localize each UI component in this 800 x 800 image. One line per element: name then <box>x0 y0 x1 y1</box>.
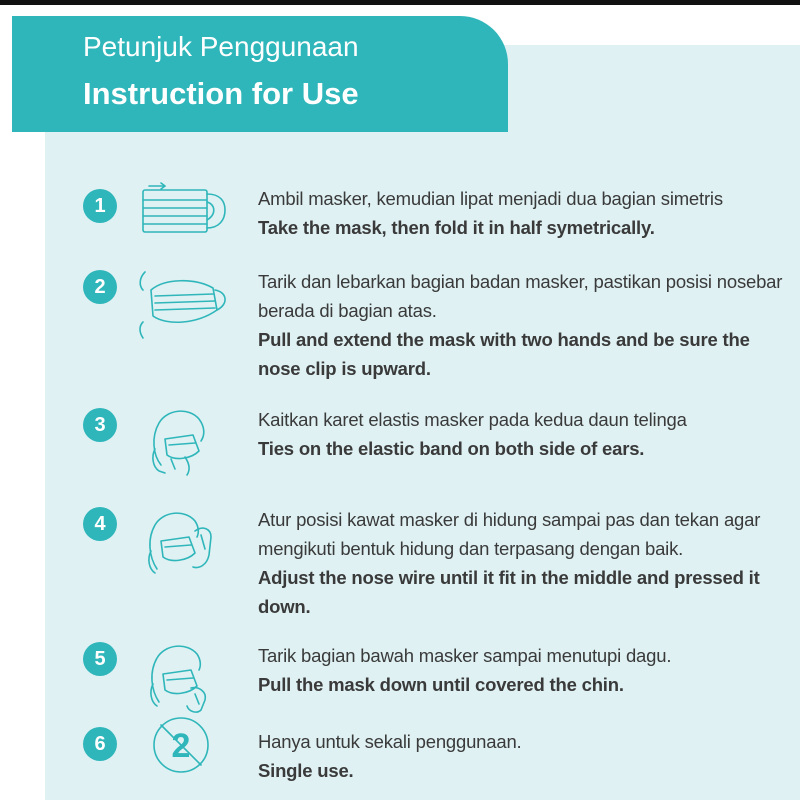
step-text-id-4: Atur posisi kawat masker di hidung sampai pas dan tekan agar mengikuti bentuk hidung dan terpasang dengan baik. <box>258 509 761 559</box>
folded-mask-icon <box>135 180 235 240</box>
step-text-en-3: Ties on the elastic band on both side of ears. <box>258 438 645 459</box>
ear-loop-head-icon <box>135 395 225 485</box>
step-text-en-1: Take the mask, then fold it in half symetrically. <box>258 217 655 238</box>
step-number-6: 6 <box>83 727 117 761</box>
no-reuse-icon <box>135 712 225 782</box>
no-reuse-glyph: 2 <box>171 727 191 765</box>
header-subtitle: Petunjuk Penggunaan <box>83 31 359 62</box>
step-text-en-5: Pull the mask down until covered the chin. <box>258 674 624 695</box>
step-text-en-6: Single use. <box>258 760 354 781</box>
step-text-id-3: Kaitkan karet elastis masker pada kedua daun telinga <box>258 409 687 430</box>
step-text-1 <box>258 184 793 242</box>
step-number-1: 1 <box>83 189 117 223</box>
step-text-3 <box>258 405 793 463</box>
step-number-2: 2 <box>83 270 117 304</box>
step-text-id-6: Hanya untuk sekali penggunaan. <box>258 731 522 752</box>
step-text-en-2: Pull and extend the mask with two hands and be sure the nose clip is upward. <box>258 329 750 379</box>
step-number-5: 5 <box>83 642 117 676</box>
step-text-5 <box>258 641 793 699</box>
extended-mask-icon <box>135 260 235 350</box>
step-text-id-5: Tarik bagian bawah masker sampai menutupi dagu. <box>258 645 672 666</box>
header-title: Instruction for Use <box>83 76 359 111</box>
step-number-4: 4 <box>83 507 117 541</box>
step-text-en-4: Adjust the nose wire until it fit in the middle and pressed it down. <box>258 567 760 617</box>
step-text-id-2: Tarik dan lebarkan bagian badan masker, pastikan posisi nosebar berada di bagian atas. <box>258 271 783 321</box>
step-text-id-1: Ambil masker, kemudian lipat menjadi dua bagian simetris <box>258 188 723 209</box>
step-text-6 <box>258 727 793 785</box>
step-text-2 <box>258 267 793 383</box>
top-border <box>0 0 800 5</box>
step-text-4 <box>258 505 793 621</box>
step-number-3: 3 <box>83 408 117 442</box>
chin-head-icon <box>135 630 225 720</box>
nose-wire-head-icon <box>135 495 225 585</box>
